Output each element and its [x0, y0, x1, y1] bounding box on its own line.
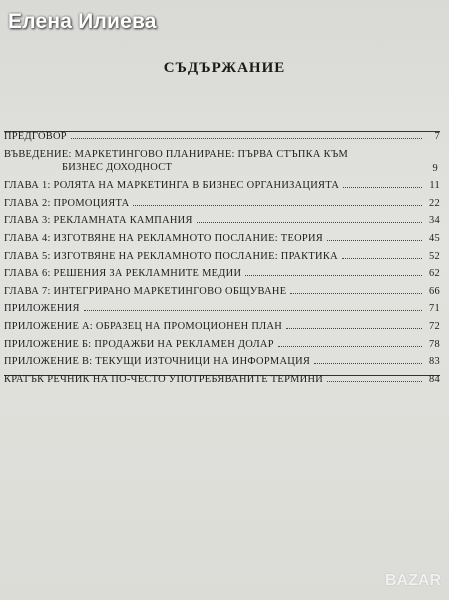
toc-entry-label: ПРИЛОЖЕНИЕ Б: ПРОДАЖБИ НА РЕКЛАМЕН ДОЛАР: [4, 338, 274, 350]
toc-entry-page: 83: [429, 356, 440, 368]
leader-dots: [84, 310, 422, 311]
leader-dots: [327, 381, 422, 382]
toc-entry-label-line2: БИЗНЕС ДОХОДНОСТ: [62, 161, 173, 173]
toc-entry-page: 78: [429, 338, 440, 350]
toc-entry: [4, 314, 440, 332]
leader-dots: [314, 363, 422, 364]
toc-entry-label: ГЛАВА 1: РОЛЯТА НА МАРКЕТИНГА В БИЗНЕС ОРГАНИЗАЦИЯТА: [4, 180, 340, 192]
toc-entry: [4, 209, 440, 227]
toc-entry-label: ПРИЛОЖЕНИЯ: [4, 303, 80, 315]
toc-entry-label: ПРИЛОЖЕНИЕ А: ОБРАЗЕЦ НА ПРОМОЦИОНЕН ПЛАН: [4, 320, 283, 332]
toc-entry-label: ГЛАВА 4: ИЗГОТВЯНЕ НА РЕКЛАМНОТО ПОСЛАНИЕ: ТЕОРИЯ: [4, 232, 324, 244]
leader-dots: [278, 346, 422, 347]
leader-dots: [327, 240, 422, 241]
toc-entry-label: ПРЕДГОВОР: [4, 130, 67, 142]
leader-dots: [286, 328, 422, 329]
toc-entry-label: ГЛАВА 2: ПРОМОЦИЯТА: [4, 197, 130, 209]
uploader-name: Елена Илиева: [8, 10, 157, 33]
leader-dots: [290, 293, 422, 294]
leader-dots: [133, 205, 422, 206]
toc-entry: [4, 244, 440, 262]
toc-entry-page: 71: [429, 303, 440, 315]
toc-entry-label: ГЛАВА 5: ИЗГОТВЯНЕ НА РЕКЛАМНОТО ПОСЛАНИЕ: ПРАКТИКА: [4, 250, 338, 262]
toc-entry: [4, 297, 440, 315]
toc-entry: [4, 142, 440, 174]
leader-dots: [71, 138, 422, 139]
toc-entry: [4, 279, 440, 297]
toc-entry-page: 9: [432, 162, 438, 174]
toc-entry-page: 72: [429, 320, 440, 332]
toc-entry: [4, 174, 440, 192]
toc-entry-page: 66: [429, 285, 440, 297]
toc-entry-page: 22: [429, 197, 440, 209]
toc-entry-page: 84: [429, 373, 440, 385]
toc-entry: [4, 332, 440, 350]
toc-entry: [4, 191, 440, 209]
site-watermark: BAZAR: [385, 572, 441, 589]
table-of-contents: [4, 124, 440, 385]
leader-dots: [343, 187, 422, 188]
toc-entry-page: 45: [429, 232, 440, 244]
toc-entry-label: ГЛАВА 6: РЕШЕНИЯ ЗА РЕКЛАМНИТЕ МЕДИИ: [4, 268, 242, 280]
toc-entry-label: ПРИЛОЖЕНИЕ В: ТЕКУЩИ ИЗТОЧНИЦИ НА ИНФОРМАЦИЯ: [4, 356, 311, 368]
toc-entry-page: 7: [434, 130, 440, 142]
toc-entry-label: [4, 148, 424, 174]
toc-entry: [4, 226, 440, 244]
toc-entry: [4, 124, 440, 142]
toc-entry-page: 52: [429, 250, 440, 262]
toc-entry: [4, 350, 440, 368]
toc-entry-label-line1: ВЪВЕДЕНИЕ: МАРКЕТИНГОВО ПЛАНИРАНЕ: ПЪРВА СТЪПКА КЪМ: [4, 148, 349, 160]
toc-heading: СЪДЪРЖАНИЕ: [163, 60, 286, 76]
toc-entry: [4, 262, 440, 280]
toc-entry-label: КРАТЪК РЕЧНИК НА ПО-ЧЕСТО УПОТРЕБЯВАНИТЕ ТЕРМИНИ: [4, 373, 324, 385]
toc-entry: [4, 367, 440, 385]
toc-entry-label: ГЛАВА 7: ИНТЕГРИРАНО МАРКЕТИНГОВО ОБЩУВАНЕ: [4, 285, 287, 297]
leader-dots: [197, 222, 422, 223]
leader-dots: [342, 258, 422, 259]
leader-dots: [245, 275, 422, 276]
toc-entry-label: ГЛАВА 3: РЕКЛАМНАТА КАМПАНИЯ: [4, 215, 193, 227]
toc-entry-page: 34: [429, 215, 440, 227]
toc-entry-page: 11: [429, 180, 440, 192]
toc-entry-page: 62: [429, 268, 440, 280]
